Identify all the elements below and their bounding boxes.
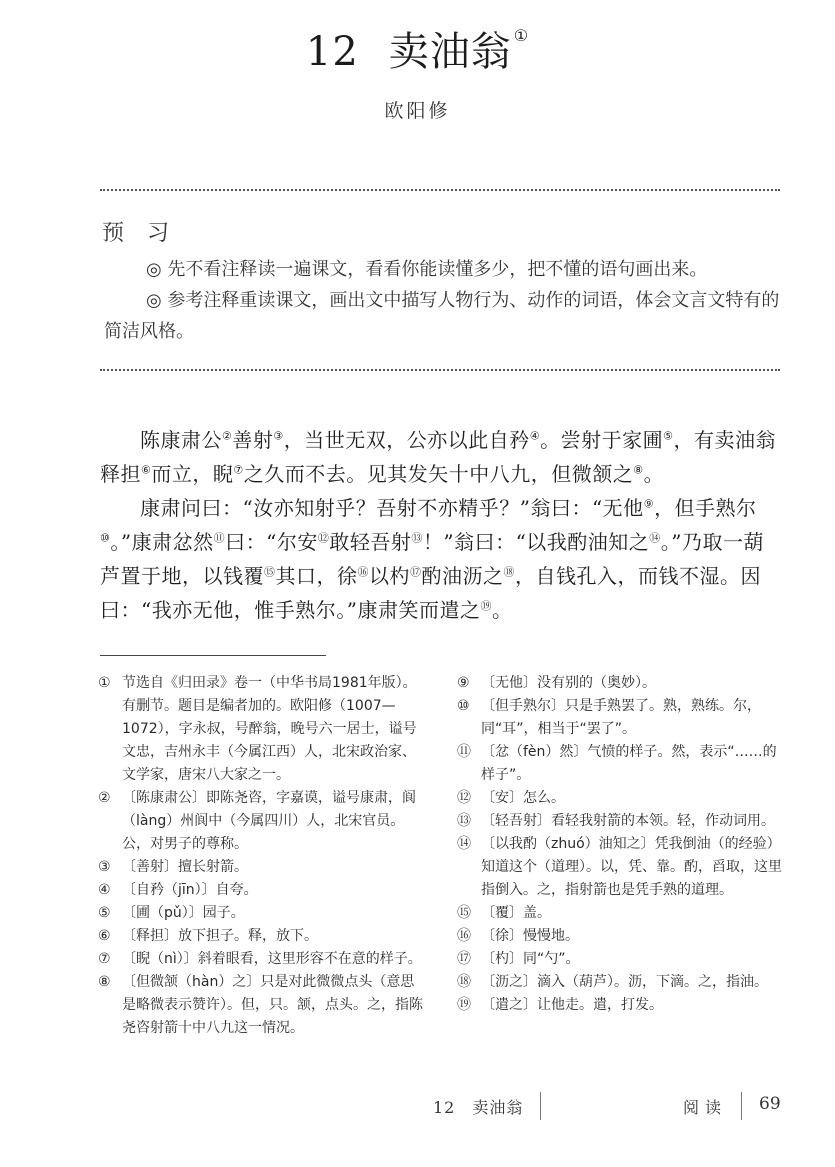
footnote-text: 〔覆〕盖。 [481, 905, 551, 921]
footnote-item [457, 741, 783, 787]
text-segment: 酌油沥之 [421, 564, 504, 588]
footnote-marker: ⑧ [633, 463, 644, 477]
footnote-text: 〔睨（nì）〕斜着眼看，这里形容不在意的样子。 [122, 951, 422, 967]
footnote-number: ③ [98, 859, 111, 875]
footnote-text: 〔善射〕擅长射箭。 [122, 859, 248, 875]
footnote-number: ⑫ [457, 790, 471, 806]
footnote-marker: ⑪ [213, 531, 226, 545]
preview-heading: 预 习 [102, 221, 177, 246]
footnote-number: ⑤ [98, 905, 111, 921]
footnote-marker: ② [222, 429, 233, 443]
footnote-marker: ⑩ [100, 531, 111, 545]
footnote-text: 〔释担〕放下担子。释，放下。 [122, 928, 318, 944]
footer-divider [540, 1092, 541, 1120]
dotted-divider-top [100, 189, 780, 191]
text-segment: 。”乃取一葫芦置于地，以钱覆 [100, 530, 765, 588]
footnote-marker: ⑦ [233, 463, 244, 477]
footnote-number: ⑲ [457, 997, 471, 1013]
footnote-text: 〔圃（pǔ）〕园子。 [122, 905, 245, 921]
preview-item-2: ◎ 参考注释重读课文，画出文中描写人物行为、动作的词语，体会文言文特有的简洁风格。 [104, 290, 780, 342]
author: 欧阳修 [384, 100, 451, 122]
lesson-title [0, 20, 835, 77]
footnote-number: ⑯ [457, 928, 471, 944]
text-segment: ，有卖油翁释担 [100, 428, 776, 486]
footnote-marker: ⑨ [643, 497, 655, 511]
footnote-marker: ⑲ [480, 599, 492, 613]
footnote-number: ⑥ [98, 928, 111, 944]
footnote-text: 〔遣之〕让他走。遣，打发。 [481, 997, 663, 1013]
footnote-text: 〔徐〕慢慢地。 [481, 928, 579, 944]
footnote-number: ⑮ [457, 905, 471, 921]
footnote-number: ⑰ [457, 951, 471, 967]
footnote-text: 〔忿（fèn）然〕气愤的样子。然，表示“……的样子”。 [481, 744, 777, 783]
title-footnote-mark: ① [513, 26, 530, 45]
preview-item-1: ◎ 先不看注释读一遍课文，看看你能读懂多少，把不懂的语句画出来。 [146, 259, 708, 280]
lesson-title-text: 卖油翁 [388, 29, 512, 75]
footnote-marker: ⑮ [264, 565, 276, 579]
footnote-number: ⑩ [457, 698, 470, 714]
footnote-marker: ⑫ [317, 531, 330, 545]
footnote-number: ⑱ [457, 974, 471, 990]
text-segment: 而立，睨 [151, 462, 234, 486]
footnote-text: 〔杓〕同“勺”。 [481, 951, 580, 967]
footnote-item [98, 672, 424, 787]
footnote-item [98, 879, 424, 902]
footnote-number: ⑭ [457, 836, 471, 852]
text-segment: ，但手熟尔 [654, 496, 757, 520]
text-segment: 之久而不去。见其发矢十中八九，但微颔之 [243, 462, 634, 486]
footnote-text: 〔但手熟尔〕只是手熟罢了。熟，熟练。尔，同“耳”，相当于“罢了”。 [481, 698, 761, 737]
footnote-text: 〔安〕怎么。 [481, 790, 565, 806]
footnote-item [98, 856, 424, 879]
footnote-item [98, 787, 424, 856]
footnote-number: ⑬ [457, 813, 471, 829]
text-segment: 。 [643, 462, 665, 486]
footnote-item [457, 994, 783, 1017]
text-segment: 善射 [232, 428, 274, 452]
footnote-rule [100, 655, 326, 656]
footnote-marker: ③ [273, 429, 284, 443]
text-segment: 以杓 [369, 564, 410, 588]
footnote-number: ① [98, 675, 111, 691]
footnote-item [98, 948, 424, 971]
text-segment: 敢轻吾射 [329, 530, 412, 554]
footnote-item [98, 925, 424, 948]
footnote-text: 〔以我酌（zhuó）油知之〕凭我倒油（的经验）知道这个（道理）。以，凭、靠。酌，舀取，这里指倒入。之，指射箭也是凭手熟的道理。 [481, 836, 782, 898]
footnote-marker: ⑱ [503, 565, 515, 579]
text-segment: 。尝射于家圃 [540, 428, 664, 452]
text-segment: 陈康肃公 [140, 428, 222, 452]
footnote-marker: ⑬ [411, 531, 423, 545]
footnote-marker: ⑥ [141, 463, 152, 477]
footnote-text: 〔无他〕没有别的（奥妙）。 [481, 675, 656, 691]
footnotes-left [98, 672, 424, 1040]
lesson-number: 12 [305, 29, 359, 75]
footnotes-right [457, 672, 783, 1017]
text-segment: 其口，徐 [275, 564, 358, 588]
text-paragraph-2 [100, 491, 780, 627]
text-segment: 康肃问曰：“汝亦知射乎？吾射不亦精乎？”翁曰：“无他 [140, 496, 644, 520]
footnote-marker: ④ [529, 429, 541, 443]
footnote-item [457, 833, 783, 902]
footnote-item [457, 672, 783, 695]
footnote-marker: ⑭ [649, 531, 661, 545]
text-paragraph-1 [100, 423, 780, 491]
footnote-text: 〔陈康肃公〕即陈尧咨，字嘉谟，谥号康肃，阆（làng）州阆中（今属四川）人，北宋官员。公，对男子的尊称。 [122, 790, 416, 852]
footnote-number: ④ [98, 882, 111, 898]
footer-lesson-label: 12 卖油翁 [433, 1098, 524, 1117]
footnote-text: 〔但微颔（hàn）之〕只是对此微微点头（意思是略微表示赞许）。但，只。颔，点头。之，指陈尧咨射箭十中八九这一情况。 [122, 974, 423, 1036]
footnote-item [457, 810, 783, 833]
footnote-number: ⑧ [98, 974, 111, 990]
footnote-text: 节选自《归田录》卷一（中华书局1981年版）。有删节。题目是编者加的。欧阳修（1007—1072），字永叔，号醉翁，晚号六一居士，谥号文忠，吉州永丰（今属江西）人，北宋政治家、文学家，唐宋八大家之一。 [122, 675, 417, 783]
footnote-item [98, 971, 424, 1040]
footnote-number: ⑨ [457, 675, 470, 691]
text-segment: ，自钱孔入，而钱不湿。因曰：“我亦无他，惟手熟尔。”康肃笑而遣之 [100, 564, 761, 622]
text-segment: ，当世无双，公亦以此自矜 [283, 428, 530, 452]
footnote-number: ② [98, 790, 111, 806]
footnote-marker: ⑤ [663, 429, 674, 443]
text-segment: ！”翁曰：“以我酌油知之 [422, 530, 650, 554]
text-segment: 。”康肃忿然 [110, 530, 214, 554]
footnote-number: ⑪ [457, 744, 471, 760]
footnote-item [98, 902, 424, 925]
footnote-item [457, 902, 783, 925]
page-number: 69 [759, 1094, 781, 1114]
footnote-marker: ⑯ [357, 565, 369, 579]
footnote-item [457, 787, 783, 810]
text-segment: 。 [491, 598, 513, 622]
footnote-marker: ⑰ [410, 565, 422, 579]
footnote-text: 〔轻吾射〕看轻我射箭的本领。轻，作动词用。 [481, 813, 775, 829]
footnote-item [457, 695, 783, 741]
footer-divider [741, 1092, 742, 1120]
dotted-divider-bottom [100, 369, 780, 371]
footnote-item [457, 971, 783, 994]
text-segment: 曰：“尔安 [225, 530, 318, 554]
footnote-text: 〔沥之〕滴入（葫芦）。沥，下滴。之，指油。 [481, 974, 768, 990]
footnote-number: ⑦ [98, 951, 111, 967]
footnote-item [457, 948, 783, 971]
footnote-text: 〔自矜（jīn）〕自夸。 [122, 882, 258, 898]
footnote-item [457, 925, 783, 948]
footer-section: 阅读 [683, 1098, 728, 1117]
